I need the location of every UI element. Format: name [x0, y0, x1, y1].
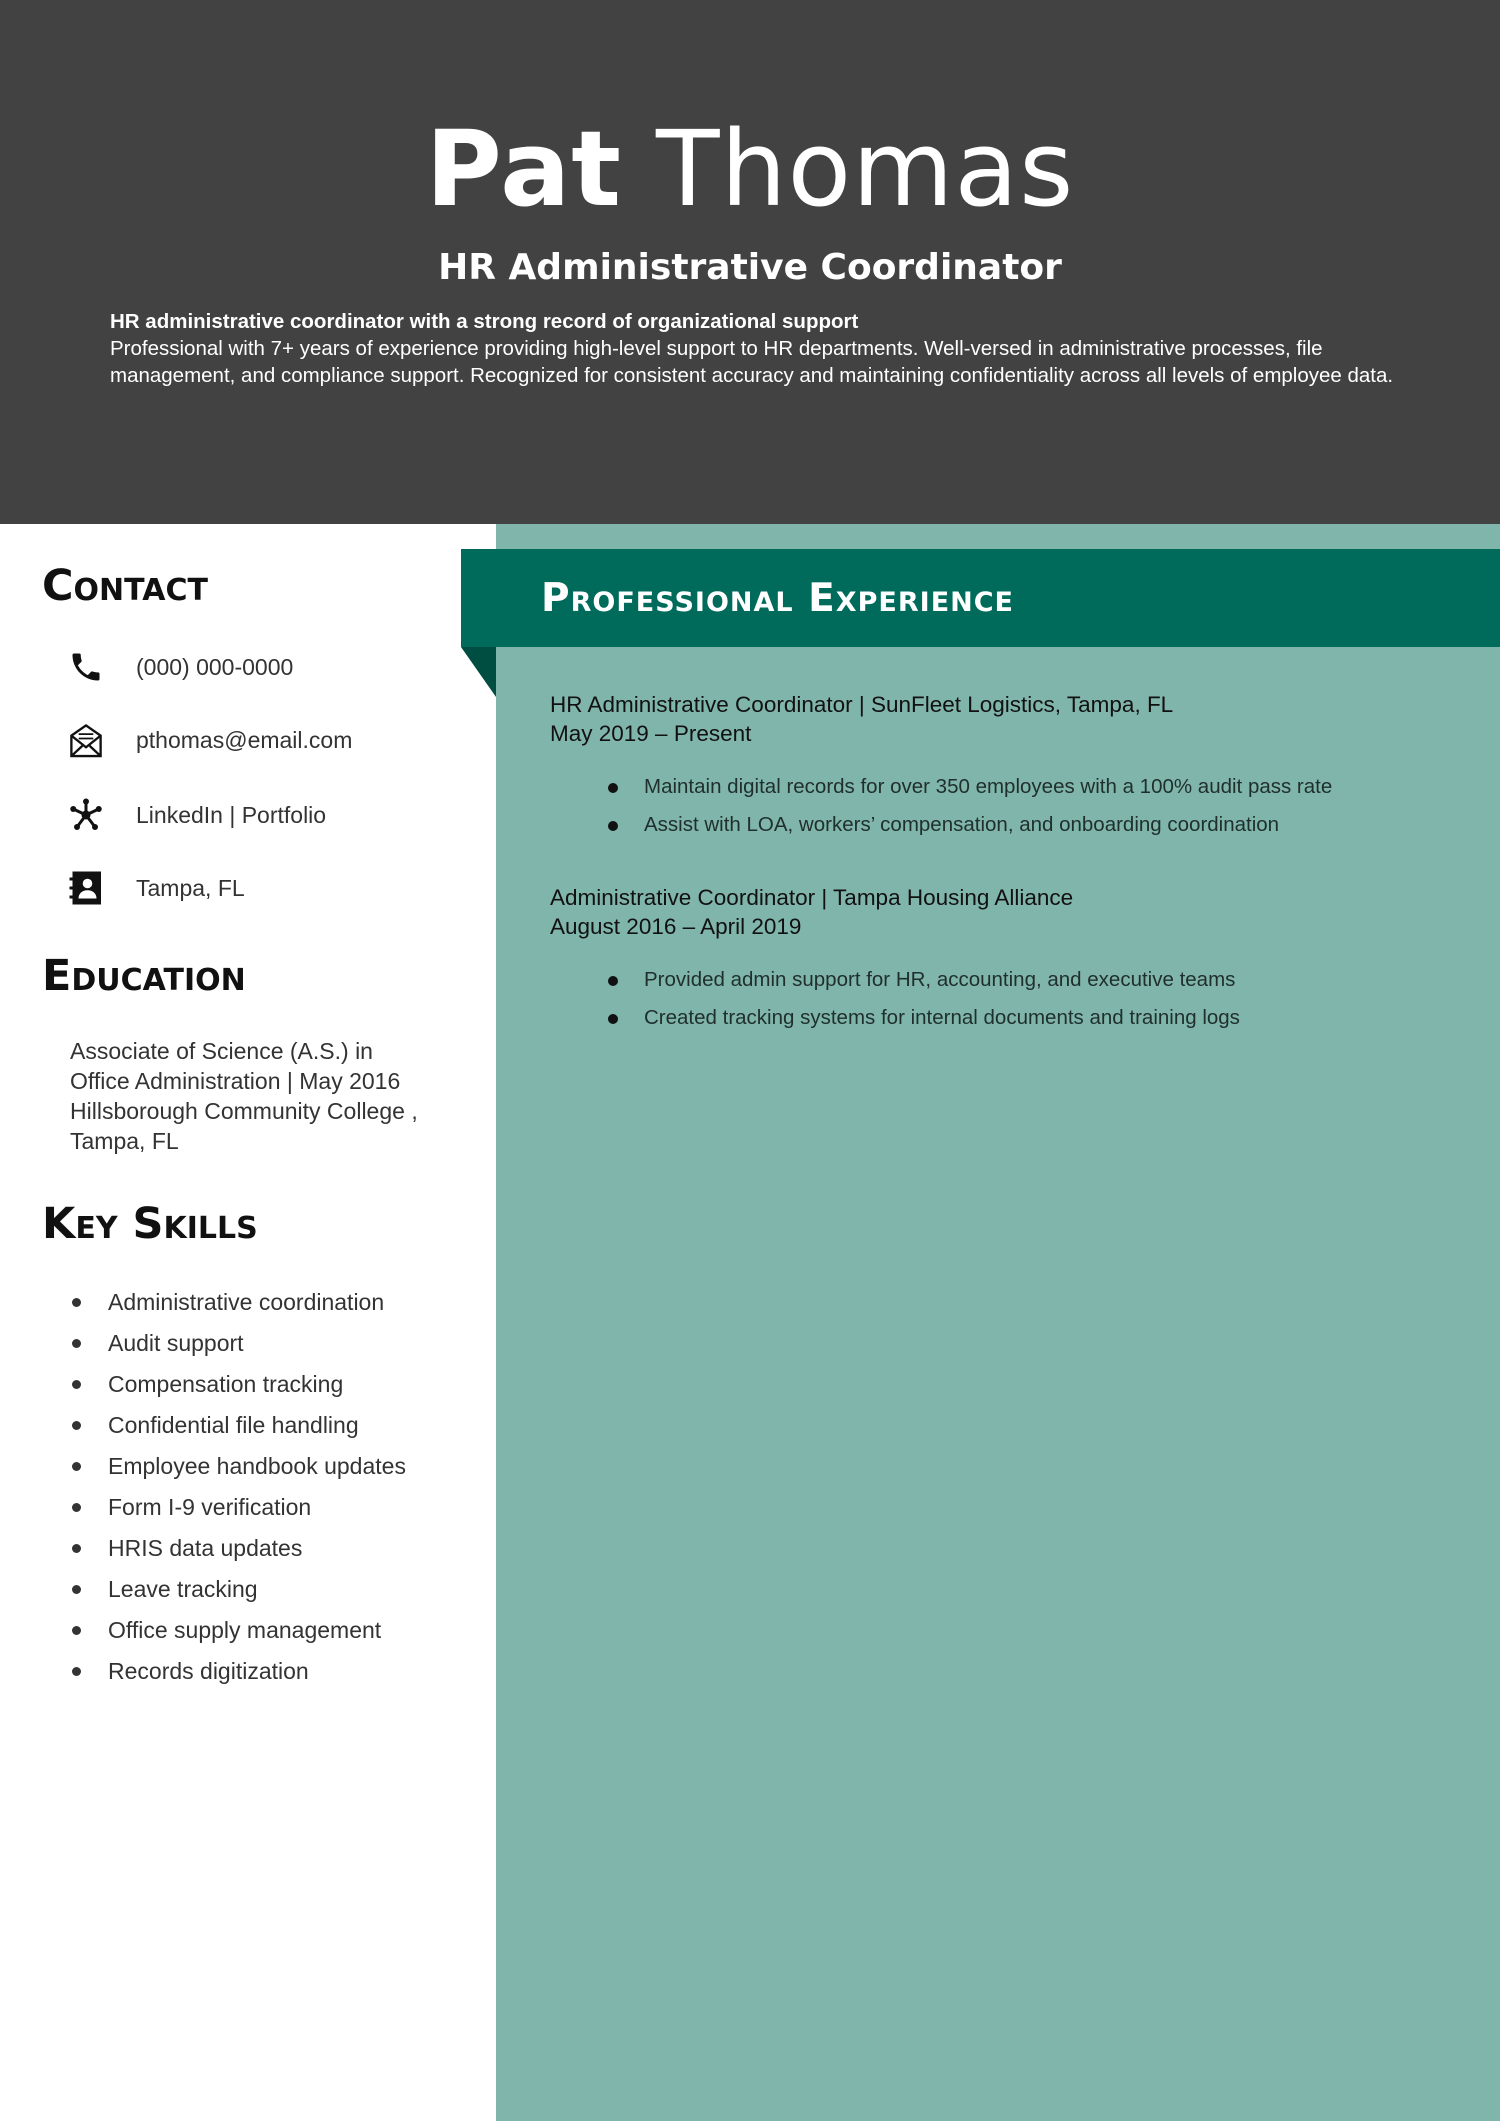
education-entry	[70, 1036, 470, 1156]
network-icon	[66, 795, 106, 835]
candidate-name	[0, 104, 1500, 234]
job-role: HR Administrative Coordinator	[438, 247, 1062, 288]
contact-heading: Contact	[42, 561, 209, 611]
phone-icon	[66, 647, 106, 687]
resume-header	[0, 0, 1500, 524]
contact-phone	[66, 645, 466, 689]
contact-links	[66, 793, 466, 837]
job-bullet: Provided admin support for HR, accounting, and executive teams	[608, 961, 1450, 999]
job-bullets	[608, 768, 1450, 844]
contact-location	[66, 866, 466, 910]
job-bullets	[608, 961, 1450, 1037]
profile-summary	[110, 308, 1400, 389]
skill-item: Office supply management	[70, 1614, 470, 1655]
education-line: Associate of Science (A.S.) in	[70, 1038, 373, 1064]
job-dates: May 2019 – Present	[550, 721, 752, 746]
skill-item: Compensation tracking	[70, 1368, 470, 1409]
last-name: Thomas	[656, 108, 1075, 230]
job-dates: August 2016 – April 2019	[550, 914, 802, 939]
education-heading: Education	[42, 951, 246, 1001]
address-book-icon	[66, 868, 106, 908]
skill-item: Confidential file handling	[70, 1409, 470, 1450]
skill-item: Audit support	[70, 1327, 470, 1368]
banner-fold	[461, 647, 496, 697]
summary-text: Professional with 7+ years of experience providing high-level support to HR departments. Well-versed in administrative processes, file management, and compliance support. Recognized for consistent accuracy and maintaining confidentiality across all levels of employee data.	[110, 337, 1394, 387]
location-text: Tampa, FL	[136, 874, 245, 901]
links-text: LinkedIn | Portfolio	[136, 801, 327, 828]
experience-heading: Professional Experience	[541, 576, 1014, 621]
email-text: pthomas@email.com	[136, 726, 353, 753]
phone-text: (000) 000-0000	[136, 653, 294, 680]
contact-email	[66, 718, 466, 762]
job-title: HR Administrative Coordinator | SunFleet Logistics, Tampa, FL	[550, 692, 1174, 717]
job-bullet: Maintain digital records for over 350 employees with a 100% audit pass rate	[608, 768, 1450, 806]
skill-item: Form I-9 verification	[70, 1491, 470, 1532]
skill-item: HRIS data updates	[70, 1532, 470, 1573]
job-bullet: Created tracking systems for internal documents and training logs	[608, 999, 1450, 1037]
envelope-icon	[66, 720, 106, 760]
job-title: Administrative Coordinator | Tampa Housing Alliance	[550, 885, 1074, 910]
skill-item: Leave tracking	[70, 1573, 470, 1614]
job-entry	[550, 690, 1450, 844]
first-name: Pat	[425, 108, 622, 230]
skill-item: Administrative coordination	[70, 1286, 470, 1327]
education-line: Tampa, FL	[70, 1128, 179, 1154]
summary-headline: HR administrative coordinator with a strong record of organizational support	[110, 310, 859, 333]
skill-item: Records digitization	[70, 1655, 470, 1696]
education-line: Office Administration | May 2016	[70, 1068, 401, 1094]
skills-heading: Key Skills	[42, 1199, 258, 1249]
skill-item: Employee handbook updates	[70, 1450, 470, 1491]
education-line: Hillsborough Community College ,	[70, 1098, 418, 1124]
job-entry	[550, 883, 1450, 1037]
job-bullet: Assist with LOA, workers’ compensation, and onboarding coordination	[608, 806, 1450, 844]
skills-list	[70, 1286, 470, 1696]
